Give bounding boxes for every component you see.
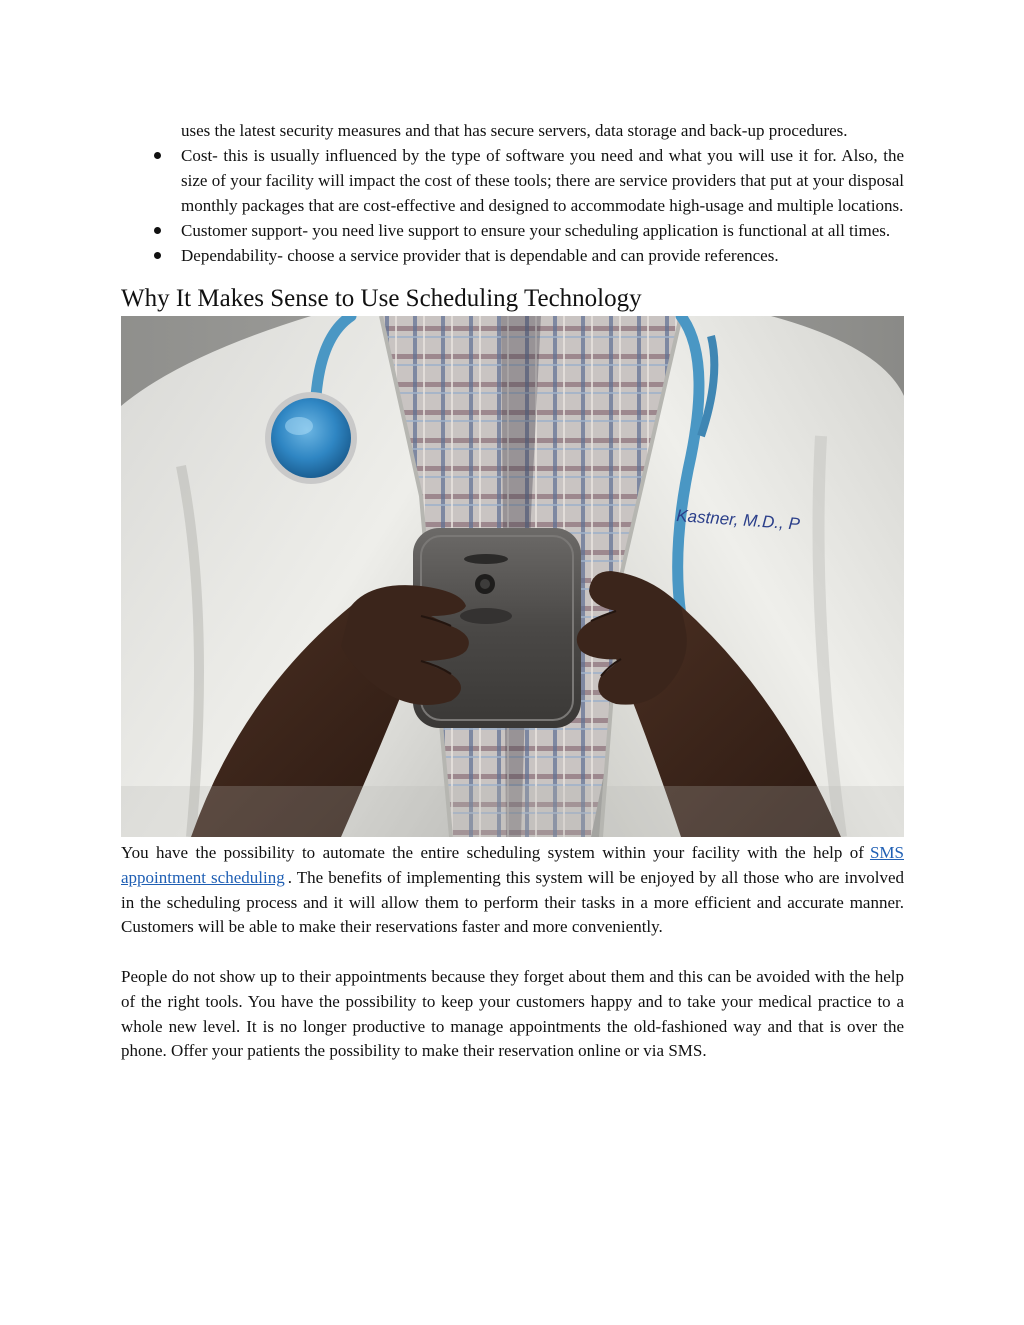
doctor-with-phone-photo xyxy=(121,316,904,837)
list-item-text: Customer support- you need live support to ensure your scheduling application is functional at all times. xyxy=(181,221,891,240)
stethoscope-chestpiece-icon xyxy=(265,392,357,484)
list-item xyxy=(121,243,904,268)
body-paragraph: People do not show up to their appointments because they forget about them and this can be avoided with the help of the right tools. You have the possibility to keep your customers happy and to take your medical practice to a whole new level. It is no longer productive to manage appointments the old-fashioned way and that is over the phone. Offer your patients the possibility to make their reservation online or via SMS. xyxy=(121,966,904,1061)
body-paragraph xyxy=(121,841,904,940)
list-item-text: Dependability- choose a service provider that is dependable and can provide references. xyxy=(181,246,779,265)
bullet-icon xyxy=(154,227,161,234)
list-item-text: Cost- this is usually influenced by the type of software you need and what you will use it for. Also, the size of your facility will impact the cost of these tools; there are service providers that put at your disposal monthly packages that are cost-effective and designed to accommodate high-usage and multiple locations. xyxy=(181,146,904,215)
paragraph-text-before-link: You have the possibility to automate the entire scheduling system within your facility with the help of xyxy=(121,843,864,862)
sms-scheduling-link[interactable]: SMS appointment scheduling xyxy=(121,843,904,887)
list-item xyxy=(121,143,904,218)
bullet-list xyxy=(121,143,904,268)
section-heading: Why It Makes Sense to Use Scheduling Technology xyxy=(121,285,642,312)
paragraph-text-after-link: . The benefits of implementing this system will be enjoyed by all those who are involved in the scheduling process and it will allow them to perform their tasks in a more efficient and accurate manner. Customers will be able to make their reservations faster and more conveniently. xyxy=(121,867,905,937)
bullet-icon xyxy=(154,252,161,259)
coat-name-embroidery: Kastner, M.D., P xyxy=(675,506,801,534)
bullet-icon xyxy=(154,152,161,159)
continued-bullet-text: uses the latest security measures and that has secure servers, data storage and back-up procedures. xyxy=(181,121,848,140)
document-page xyxy=(121,118,904,1064)
list-item xyxy=(121,218,904,243)
